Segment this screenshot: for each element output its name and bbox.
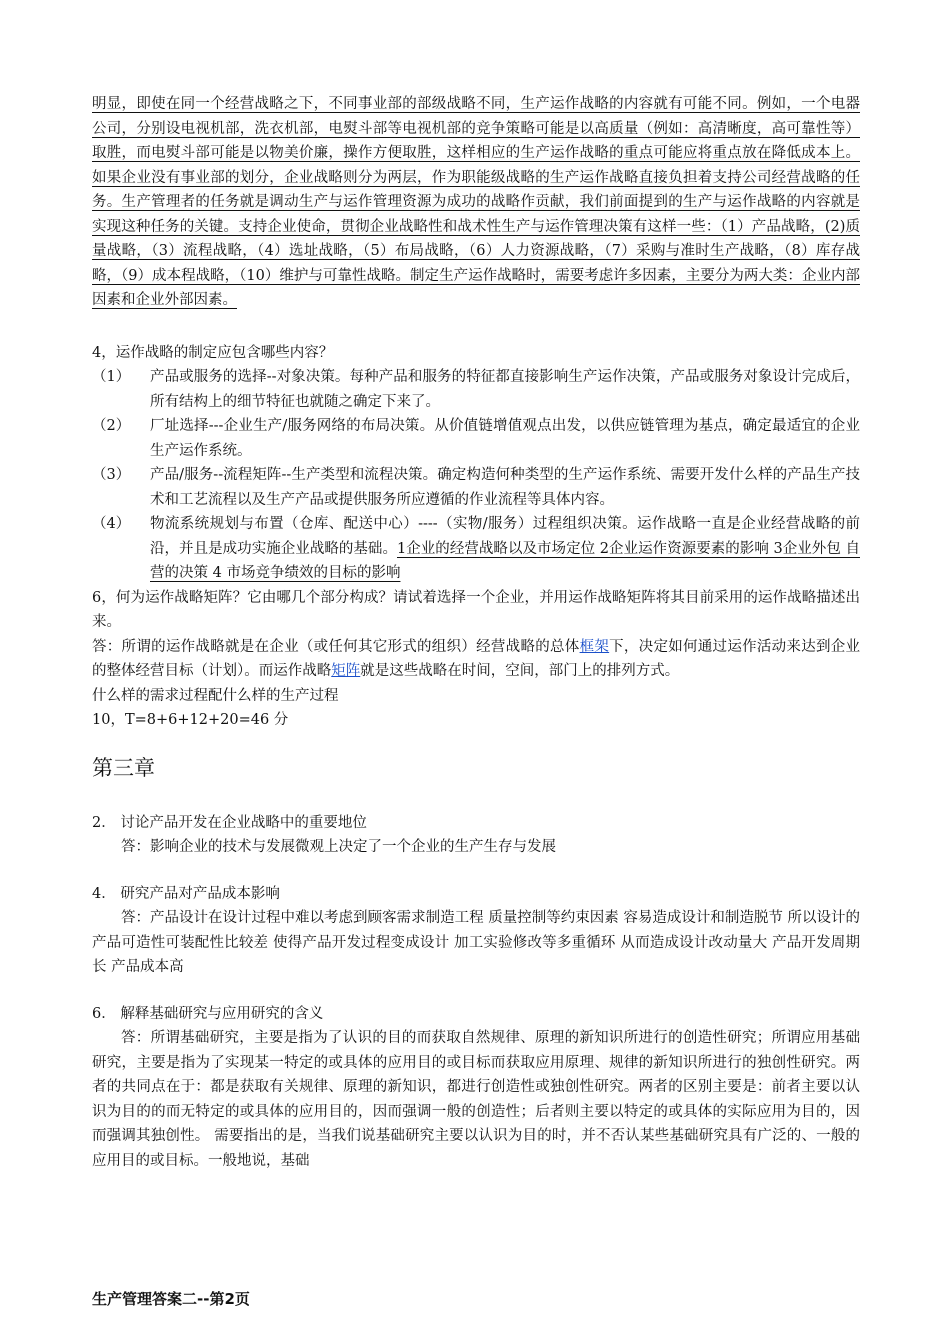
ch3-question: 2． 讨论产品开发在企业战略中的重要地位: [92, 814, 367, 831]
answer-6: [92, 635, 860, 684]
list-text: 产品或服务的选择--对象决策。每种产品和服务的特征都直接影响生产运作决策，产品或服务对象设计完成后，所有结构上的细节特征也就随之确定下来了。: [150, 369, 860, 410]
list-item: [92, 463, 860, 512]
ch3-answer: 答：所谓基础研究，主要是指为了认识的目的而获取自然规律、原理的新知识所进行的创造性研究；所谓应用基础研究，主要是指为了实现某一特定的或具体的应用目的或目标而获取应用原理、规律的新知识所进行的独创性研究。两者的共同点在于：都是获取有关规律、原理的新知识，都进行创造性或独创性研究。两者的区别主要是：前者主要以认识为目的的而无特定的或具体的应用目的，因而强调一般的创造性；后者则主要以特定的或具体的实际应用为目的，因而强调其独创性。 需要指出的是，当我们说基础研究主要以认识为目的时，并不否认某些基础研究具有广泛的、一般的应用目的或目标。一般地说，基础: [92, 1030, 860, 1169]
intro-paragraph: 明显，即使在同一个经营战略之下，不同事业部的部级战略不同，生产运作战略的内容就有可能不同。例如，一个电器公司，分别设电视机部，洗衣机部，电熨斗部等电视机部的竞争策略可能是以高质量（例如：高清晰度，高可靠性等）取胜，而电熨斗部可能是以物美价廉，操作方便取胜，这样相应的生产运作战略的重点可能应将重点放在降低成本上。如果企业没有事业部的划分，企业战略则分为两层，作为职能级战略的生产运作战略直接负担着支持公司经营战略的任务。生产管理者的任务就是调动生产与运作管理资源为成功的战略作贡献，我们前面提到的生产与运作战略的内容就是实现这种任务的关键。支持企业使命，贯彻企业战略性和战术性生产与运作管理决策有这样一些：（1）产品战略，(2)质量战略，（3）流程战略，（4）选址战略，（5）布局战略，（6）人力资源战略，（7）采购与准时生产战略，（8）库存战略，（9）成本程战略，（10）维护与可靠性战略。制定生产运作战略时，需要考虑许多因素，主要分为两大类：企业内部因素和企业外部因素。: [92, 96, 860, 308]
answer-6-part-c: 就是这些战略在时间，空间，部门上的排列方式。: [360, 663, 680, 679]
ch3-question: 6． 解释基础研究与应用研究的含义: [92, 1005, 324, 1022]
question-4: 4，运作战略的制定应包含哪些内容？: [92, 344, 334, 361]
matrix-link[interactable]: 矩阵: [331, 663, 361, 679]
page-footer: 生产管理答案二--第2页: [92, 1290, 250, 1308]
answer-6-part-b: 下，决定如何通过运作活动来达到企业的整体经营目标（计划）。而运作战略: [92, 638, 861, 679]
list-text: [150, 512, 860, 586]
list-text: 产品/服务--流程矩阵--生产类型和流程决策。确定构造何种类型的生产运作系统、需要开发什么样的产品生产技术和工艺流程以及生产产品或提供服务所应遵循的作业流程等具体内容。: [150, 467, 860, 508]
question-10: 10，T=8+6+12+20=46 分: [92, 712, 289, 728]
answer-6-part-a: 答：所谓的运作战略就是在企业（或任何其它形式的组织）经营战略的总体: [92, 638, 580, 655]
ch3-answer: 答：影响企业的技术与发展微观上决定了一个企业的生产生存与发展: [121, 839, 556, 855]
list-number: （3）: [92, 467, 131, 483]
question-6: 6，何为运作战略矩阵？它由哪几个部分构成？请试着选择一个企业，并用运作战略矩阵将其目前采用的运作战略描述出来。: [92, 589, 860, 630]
list-number: （1）: [92, 369, 131, 385]
list-item: [92, 414, 860, 463]
list-text: 厂址选择---企业生产/服务网络的布局决策。从价值链增值观点出发，以供应链管理为基点，确定最适宜的企业生产运作系统。: [150, 418, 860, 459]
answer-6-extra: 什么样的需求过程配什么样的生产过程: [92, 687, 339, 704]
list-number: （4）: [92, 516, 131, 532]
list-text-plain: 物流系统规划与布置（仓库、配送中心）----（实物/服务）过程组织决策。运作战略一直是企业经营战略的前沿，并且是成功实施企业战略的基础。: [150, 516, 860, 557]
list-text-underlined: 1企业的经营战略以及市场定位 2企业运作资源要素的影响 3企业外包 自营的决策 4 市场竞争绩效的目标的影响: [150, 540, 860, 581]
list-item: [92, 512, 860, 586]
list-number: （2）: [92, 418, 131, 434]
list-item: [92, 365, 860, 414]
chapter-title: 第三章: [92, 755, 155, 780]
document-body: [92, 92, 860, 1173]
framework-link[interactable]: 框架: [579, 638, 610, 655]
ch3-answer: 答：产品设计在设计过程中难以考虑到顾客需求制造工程 质量控制等约束因素 容易造成设计和制造脱节 所以设计的产品可造性可装配性比较差 使得产品开发过程变成设计 加工实验修改等多重循环 从而造成设计改动量大 产品开发周期长 产品成本高: [92, 910, 860, 975]
ch3-question: 4． 研究产品对产品成本影响: [92, 885, 280, 902]
